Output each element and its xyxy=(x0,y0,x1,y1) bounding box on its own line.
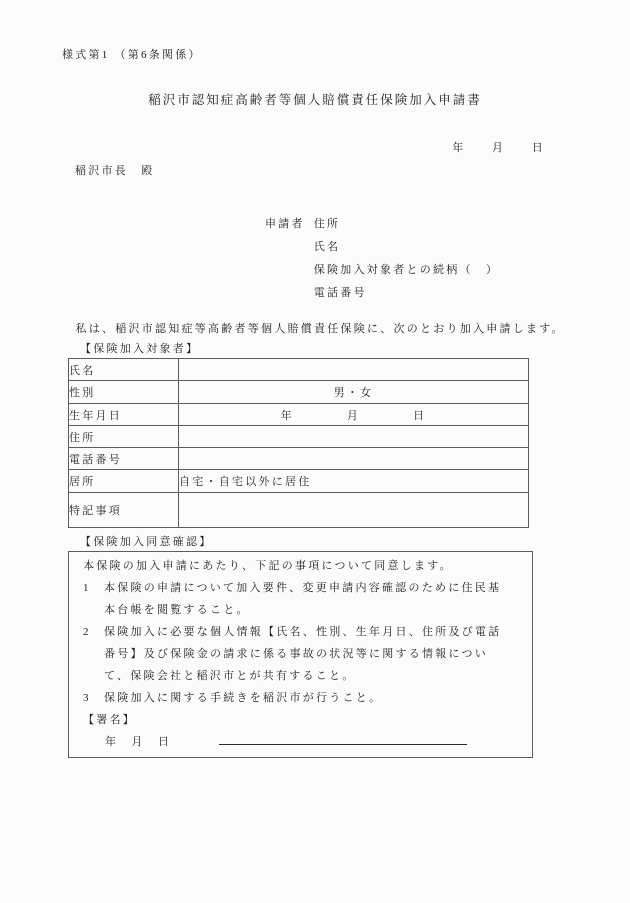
row-value-phone xyxy=(179,448,529,470)
row-label-name: 氏名 xyxy=(69,359,179,381)
table-row xyxy=(69,426,529,448)
consent-item-3 xyxy=(83,687,507,709)
consent-intro: 本保険の加入申請にあたり、下記の事項について同意します。 xyxy=(83,560,453,572)
consent-section-heading: 【保険加入同意確認】 xyxy=(80,536,213,548)
consent-item-1 xyxy=(83,577,507,621)
consent-item-2-number: 2 xyxy=(83,626,89,638)
row-value-birthdate: 年 月 日 xyxy=(179,404,529,426)
signature-heading: 【署名】 xyxy=(83,714,136,726)
row-value-residence: 自宅・自宅以外に居住 xyxy=(179,470,529,493)
row-label-address: 住所 xyxy=(69,426,179,448)
consent-item-2 xyxy=(83,621,507,687)
row-label-notes: 特記事項 xyxy=(69,493,179,528)
table-row xyxy=(69,470,529,493)
row-value-notes xyxy=(179,493,529,528)
consent-item-2-text: 保険加入に必要な個人情報【氏名、性別、生年月日、住所及び電話番号】及び保険金の請求に係る事故の状況等に関する情報について、保険会社と稲沢市とが共有すること。 xyxy=(104,626,502,682)
addressee-line: 稲沢市長 殿 xyxy=(75,165,155,177)
row-value-name xyxy=(179,359,529,381)
signature-line xyxy=(219,731,467,745)
table-row xyxy=(69,493,529,528)
row-value-gender: 男・女 xyxy=(179,381,529,404)
row-label-gender: 性別 xyxy=(69,381,179,404)
row-label-birthdate: 生年月日 xyxy=(69,404,179,426)
applicant-relation-field: 保険加入対象者との続柄（ ） xyxy=(313,264,500,276)
table-row xyxy=(69,359,529,381)
signature-date-label: 年 月 日 xyxy=(105,736,172,748)
consent-item-1-text: 本保険の申請について加入要件、変更申請内容確認のために住民基本台帳を閲覧すること。 xyxy=(104,582,502,616)
row-label-residence: 居所 xyxy=(69,470,179,493)
application-date-line: 年 月 日 xyxy=(452,142,545,154)
consent-item-3-text: 保険加入に関する手続きを稲沢市が行うこと。 xyxy=(104,692,383,704)
row-label-phone: 電話番号 xyxy=(69,448,179,470)
table-row xyxy=(69,404,529,426)
consent-item-1-number: 1 xyxy=(83,582,89,594)
consent-item-3-number: 3 xyxy=(83,692,89,704)
signature-row xyxy=(83,731,507,753)
applicant-label: 申請者 xyxy=(265,218,305,230)
applicant-name-field: 氏名 xyxy=(313,241,341,253)
application-statement: 私は、稲沢市認知症等高齢者等個人賠償責任保険に、次のとおり加入申請します。 xyxy=(75,323,565,335)
table-row xyxy=(69,448,529,470)
table-row xyxy=(69,381,529,404)
applicant-address-field: 住所 xyxy=(313,218,341,230)
form-number: 様式第1 （第6条関係） xyxy=(62,49,202,61)
consent-box xyxy=(68,551,533,758)
insured-person-table xyxy=(68,358,529,528)
applicant-block xyxy=(265,213,630,305)
document-title: 稲沢市認知症高齢者等個人賠償責任保険加入申請書 xyxy=(148,93,482,107)
row-value-address xyxy=(179,426,529,448)
insured-section-heading: 【保険加入対象者】 xyxy=(80,343,200,355)
applicant-phone-field: 電話番号 xyxy=(313,287,367,299)
